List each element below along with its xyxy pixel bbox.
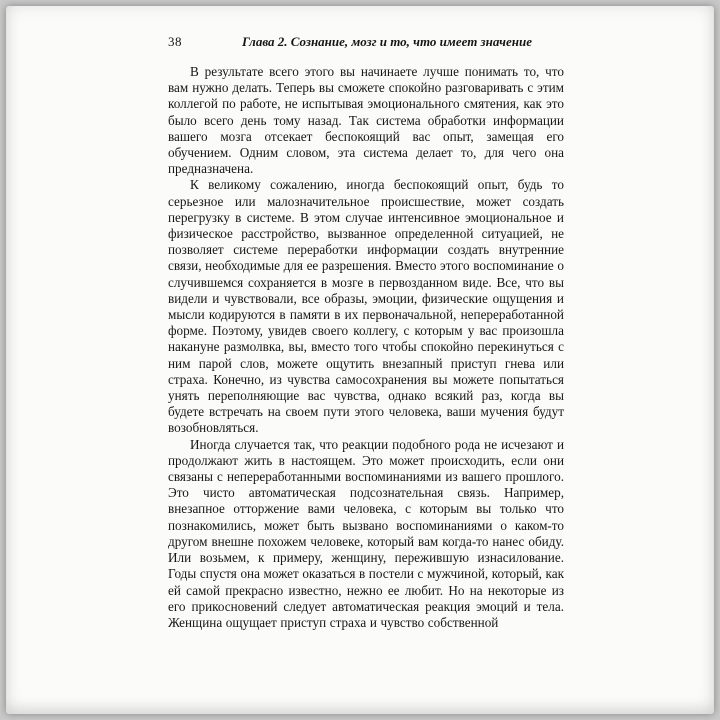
- running-head: [168, 34, 564, 50]
- body-text: [168, 64, 564, 631]
- page-number: 38: [168, 34, 182, 49]
- paragraph-1: В результате всего этого вы начинаете лучше понимать то, что вам нужно делать. Теперь вы сможете спокойно разговаривать с этим коллегой по работе, не испытывая эмоционального смятения, как это было всего день тому назад. Так система обработки информации вашего мозга отсекает беспокоящий вас опыт, замещая его обучением. Одним словом, эта система делает то, для чего она предназначена.: [168, 64, 564, 177]
- chapter-running-head: Глава 2. Сознание, мозг и то, что имеет значение: [242, 34, 532, 49]
- paragraph-2: К великому сожалению, иногда беспокоящий опыт, будь то серьезное или малозначительное происшествие, может создать перегрузку в системе. В этом случае интенсивное эмоциональное и физическое расстройство, вызванное определенной ситуацией, не позволяет системе переработки информации создать внутренние связи, необходимые для ее разрешения. Вместо этого воспоминание о случившемся сохраняется в мозге в первозданном виде. Все, что вы видели и чувствовали, все образы, эмоции, физические ощущения и мысли кодируются в памяти в их первоначальной, непереработанной форме. Поэтому, увидев своего коллегу, с которым у вас произошла накануне размолвка, вы, вместо того чтобы спокойно перекинуться с ним парой слов, можете ощутить внезапный приступ гнева или страха. Конечно, из чувства самосохранения вы можете попытаться унять переполняющие вас чувства, однако всякий раз, когда вы будете встречать на своем пути этого человека, ваши мучения будут возобновляться.: [168, 177, 564, 436]
- book-page: [6, 6, 714, 714]
- paragraph-3: Иногда случается так, что реакции подобного рода не исчезают и продолжают жить в настоящем. Это может происходить, если они связаны с непереработанными воспоминаниями из вашего прошлого. Это чисто автоматическая подсознательная связь. Например, внезапное отторжение вами человека, с которым вы только что познакомились, может быть вызвано воспоминаниями о каком-то другом внешне похожем человеке, который вам когда-то нанес обиду. Или возьмем, к примеру, женщину, пережившую изнасилование. Годы спустя она может оказаться в постели с мужчиной, который, как ей самой прекрасно известно, нежно ее любит. Но на некоторые из его прикосновений следует автоматическая реакция эмоций и тела. Женщина ощущает приступ страха и чувство собственной: [168, 436, 564, 630]
